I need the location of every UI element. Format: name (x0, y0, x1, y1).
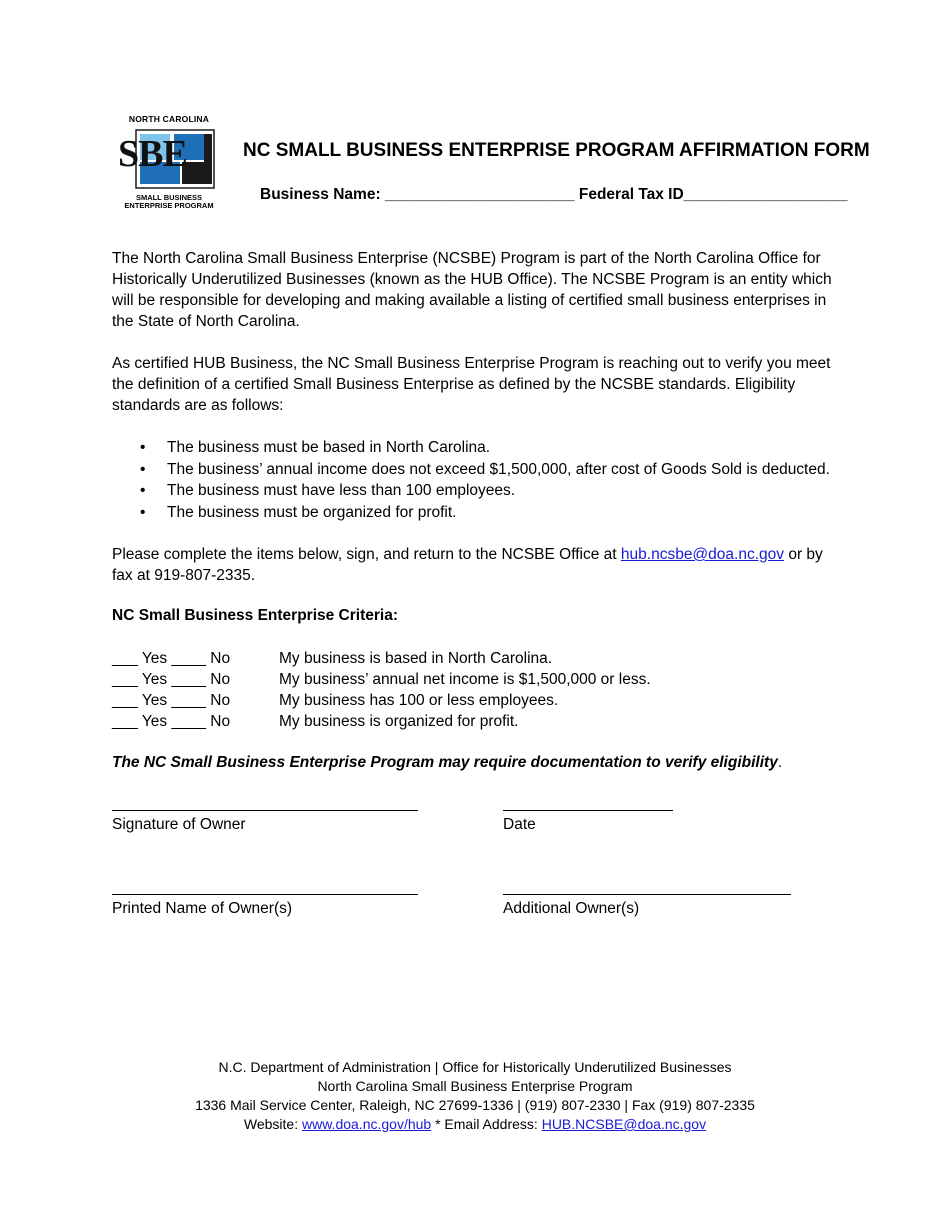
website-label: Website: (243, 1116, 302, 1132)
logo-top-text: NORTH CAROLINA (128, 114, 210, 124)
additional-owners-label: Additional Owner(s) (503, 900, 640, 917)
printed-name-line[interactable] (112, 894, 418, 895)
date-line[interactable] (503, 810, 673, 811)
additional-owners-line[interactable] (503, 894, 791, 895)
criteria-text: My business has 100 or less employees. (279, 692, 559, 709)
certification-paragraph: As certified HUB Business, the NC Small Business Enterprise Program is reaching out to verify you meet the definition of a certified Small Business Enterprise as defined by the NCSBE standards. Eligibility standards are as follows: (112, 355, 831, 414)
footer (0, 1058, 950, 1134)
list-item: • The business’ annual income does not exceed $1,500,000, after cost of Goods Sold is deducted. (140, 459, 830, 481)
footer-line2: North Carolina Small Business Enterprise Program (317, 1078, 633, 1094)
instructions-fax-text: or by fax at 919-807-2335. (112, 546, 823, 584)
list-item: • The business must have less than 100 employees. (140, 480, 830, 502)
footer-line1: N.C. Department of Administration | Office for Historically Underutilized Businesses (218, 1059, 732, 1075)
footer-line3: 1336 Mail Service Center, Raleigh, NC 27699-1336 | (919) 807-2330 | Fax (919) 807-2335 (195, 1097, 755, 1113)
business-name-field[interactable]: Business Name: ______________________ (260, 186, 575, 203)
criteria-text: My business is organized for profit. (279, 713, 519, 730)
criteria-text: My business is based in North Carolina. (279, 650, 553, 667)
date-label: Date (503, 816, 536, 833)
yes-no-field[interactable]: ___ Yes ____ No (112, 650, 231, 667)
yes-no-field[interactable]: ___ Yes ____ No (112, 713, 231, 730)
intro-paragraph: The North Carolina Small Business Enterprise (NCSBE) Program is part of the North Carolina Office for Historically Underutilized Businesses (known as the HUB Office). The NCSBE Program is an entity which will be responsible for developing and making available a listing of certified small business enterprises in the State of North Carolina. (112, 250, 832, 330)
logo-sbe-text: SBE (118, 133, 187, 175)
logo-bottom-text (118, 194, 220, 210)
owner-signature-label: Signature of Owner (112, 816, 246, 833)
logo-bottom-line2: ENTERPRISE PROGRAM (124, 201, 214, 210)
footer-line4 (0, 1115, 950, 1134)
federal-tax-id-field[interactable]: Federal Tax ID___________________ (578, 186, 848, 203)
website-link[interactable]: www.doa.nc.gov/hub (302, 1116, 432, 1132)
yes-no-field[interactable]: ___ Yes ____ No (112, 671, 231, 688)
owner-signature-line[interactable] (112, 810, 418, 811)
documentation-note-emphasis: The NC Small Business Enterprise Program may require documentation to verify eligibility (112, 754, 778, 771)
printed-name-label: Printed Name of Owner(s) (112, 900, 293, 917)
instructions-text: Please complete the items below, sign, and return to the NCSBE Office at (112, 546, 621, 563)
ncsbe-email-link[interactable]: hub.ncsbe@doa.nc.gov (620, 546, 785, 563)
documentation-note (112, 752, 782, 773)
criteria-title: NC Small Business Enterprise Criteria: (112, 607, 398, 624)
logo-bottom-line1: SMALL BUSINESS (135, 193, 203, 202)
footer-email-link[interactable]: HUB.NCSBE@doa.nc.gov (541, 1116, 707, 1132)
sbe-logo (118, 114, 220, 212)
eligibility-list (140, 437, 830, 523)
email-label: * Email Address: (431, 1116, 542, 1132)
form-title: NC SMALL BUSINESS ENTERPRISE PROGRAM AFFIRMATION FORM (243, 140, 870, 161)
documentation-note-tail: . (777, 754, 783, 771)
yes-no-field[interactable]: ___ Yes ____ No (112, 692, 231, 709)
list-item: • The business must be organized for profit. (140, 502, 830, 524)
instructions-paragraph (112, 544, 842, 586)
list-item: • The business must be based in North Carolina. (140, 437, 830, 459)
business-info-line (260, 186, 847, 204)
criteria-text: My business’ annual net income is $1,500,000 or less. (279, 671, 651, 688)
